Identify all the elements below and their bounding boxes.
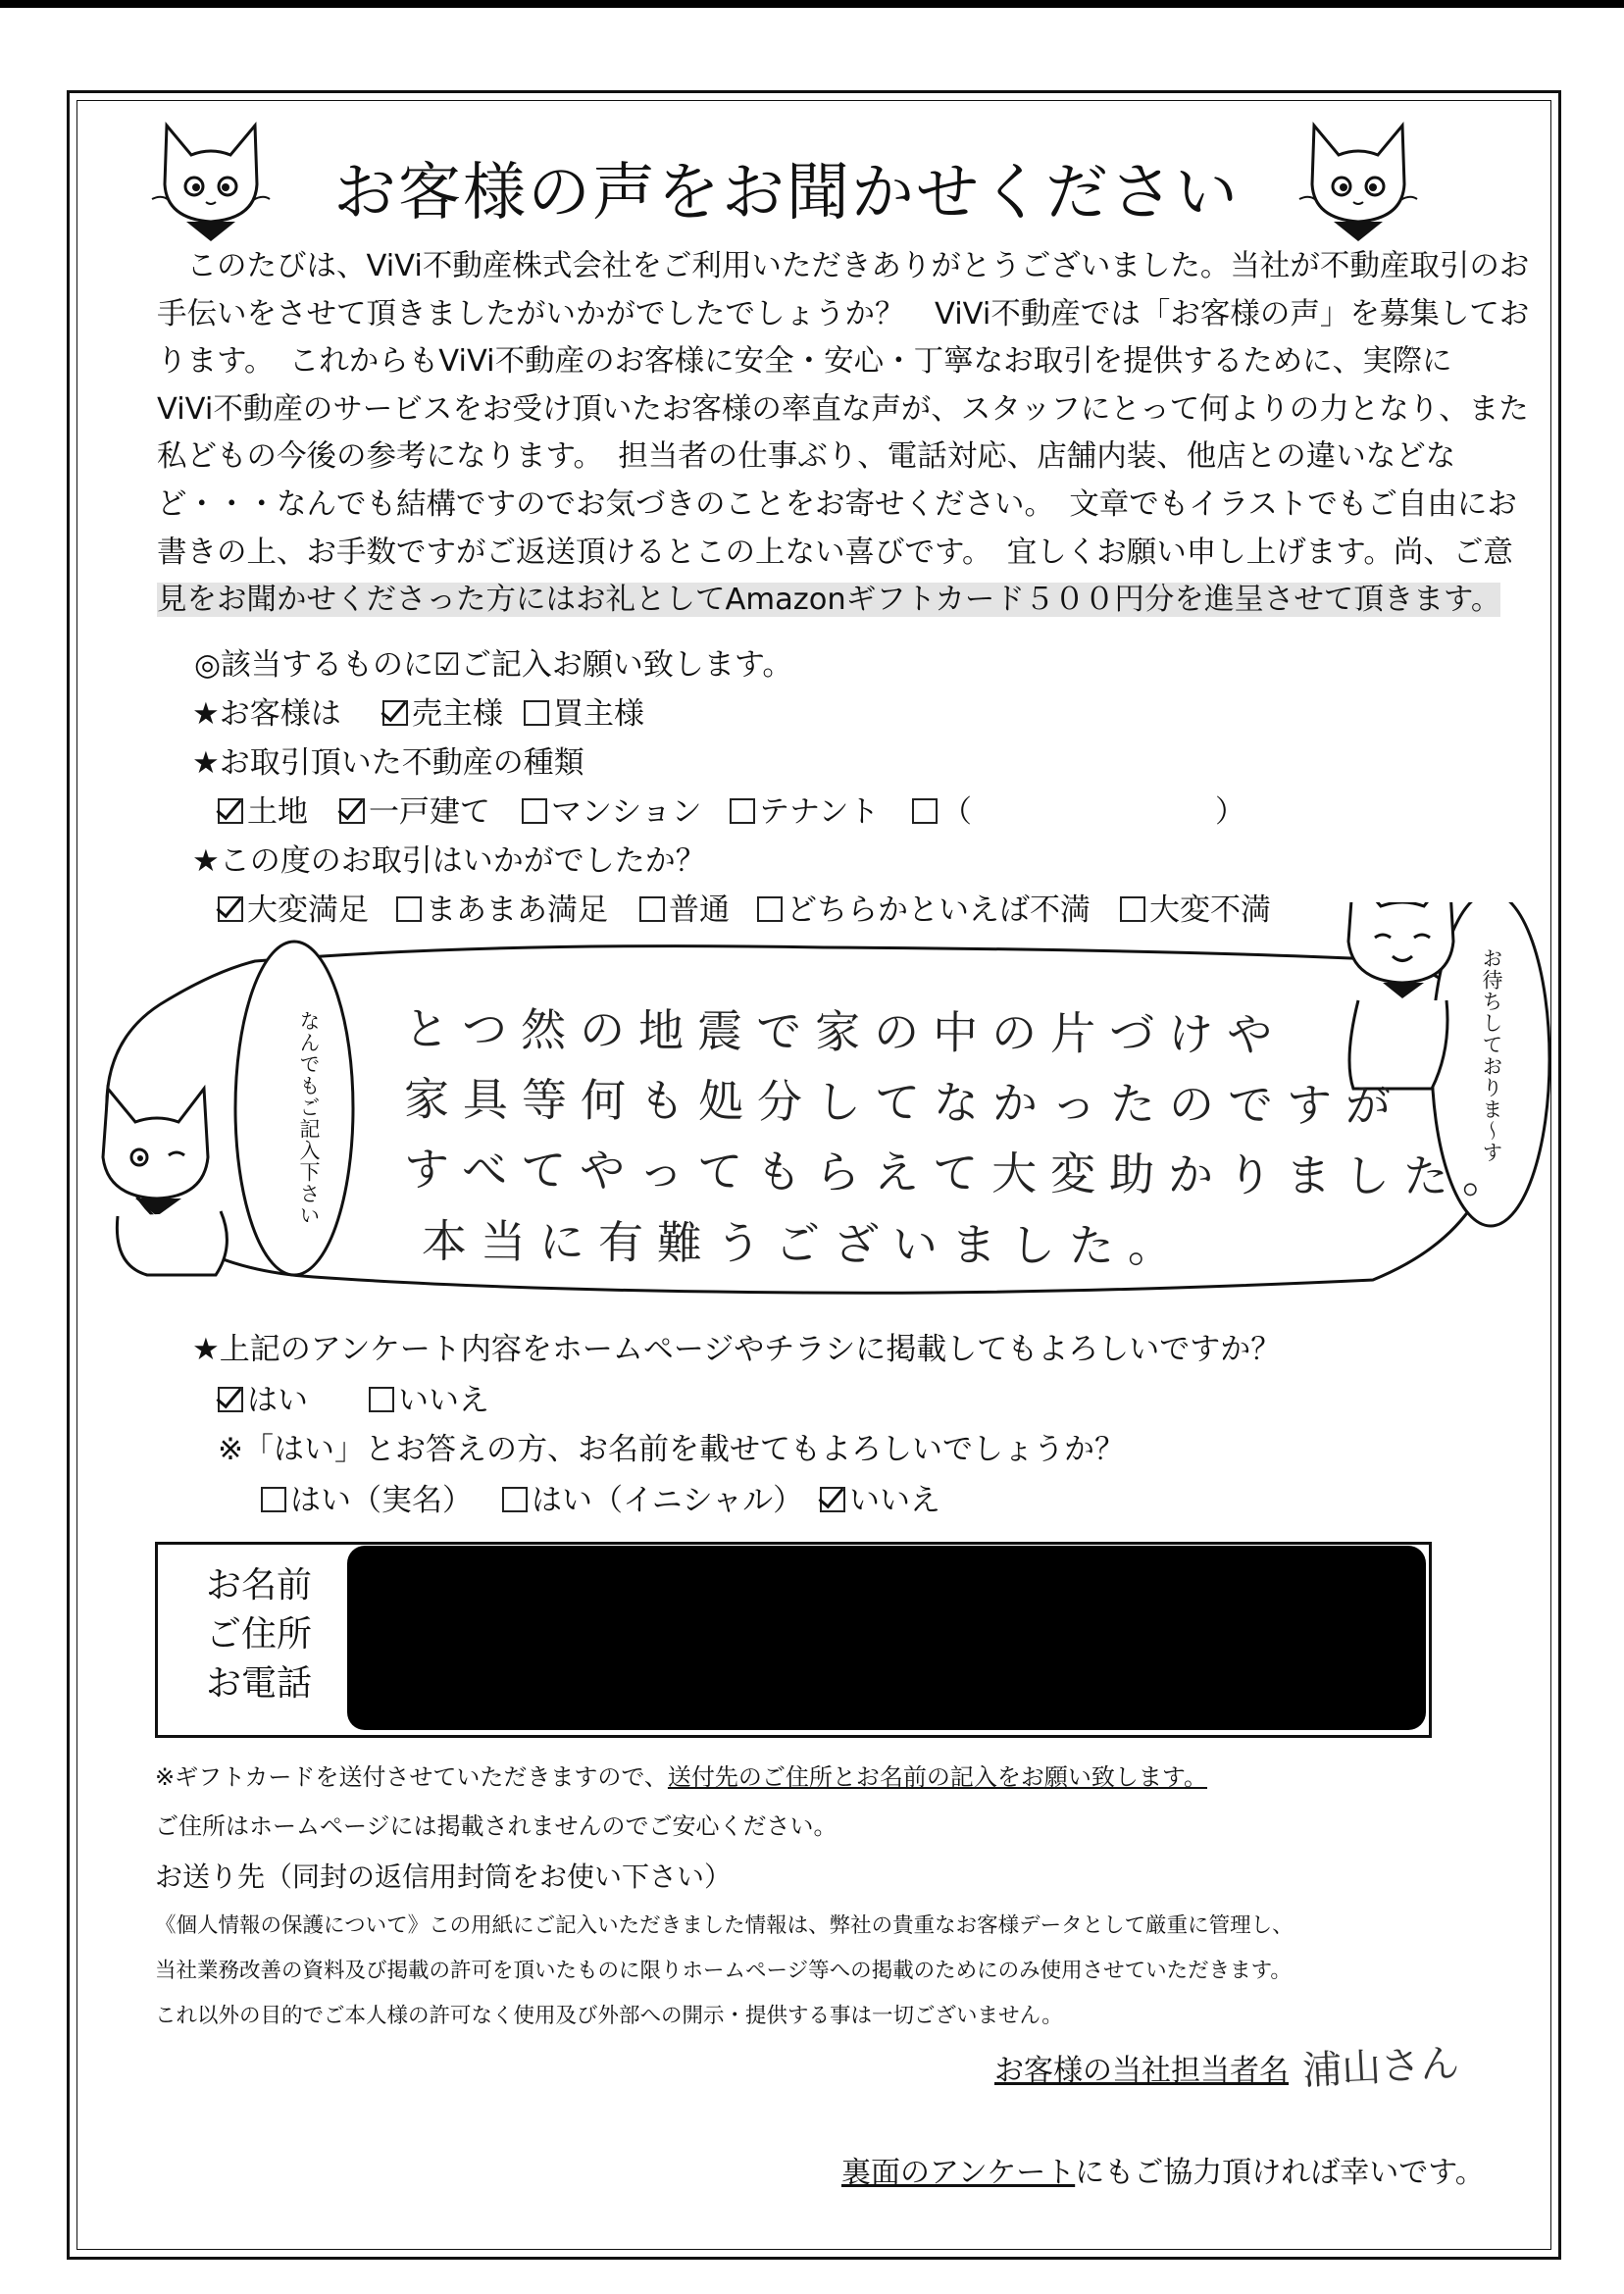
intro-highlight: 見をお聞かせくださった方にはお礼としてAmazonギフトカード５００円分を進呈させて頂きます。 [157, 583, 1501, 618]
q4-option-no[interactable] [369, 1375, 489, 1419]
q2-option-other[interactable] [912, 787, 1245, 831]
option-label: テナント [759, 794, 880, 830]
gift-note-underlined: 送付先のご住所とお名前の記入をお願い致します。 [667, 1763, 1208, 1791]
checkbox-checked[interactable] [218, 1387, 243, 1412]
checkbox[interactable] [524, 700, 549, 726]
handwritten-comment-line: すべてやってもらえて大変助かりました。 [403, 1143, 1522, 1203]
checkbox[interactable] [730, 798, 755, 824]
option-label: はい（実名） [290, 1483, 473, 1518]
checkbox-checked[interactable] [382, 700, 408, 726]
checkbox-checked[interactable] [820, 1487, 845, 1512]
q5-option-no[interactable] [820, 1475, 940, 1519]
q2-option-land[interactable] [218, 787, 308, 831]
q4-label: ★上記のアンケート内容をホームページやチラシに掲載してもよろしいですか？ [192, 1332, 1282, 1367]
footer-underlined: 裏面のアンケート [841, 2156, 1076, 2190]
intro-line: 書きの上、お手数ですがご返送頂けるとこの上ない喜びです。 宜しくお願い申し上げます。尚、ご意 [157, 535, 1513, 570]
bubble-left-text: なんでもご記入下さい [297, 1010, 321, 1226]
redacted-contact-info [347, 1546, 1426, 1730]
footer-text: にもご協力頂ければ幸いです。 [1075, 2156, 1485, 2190]
checkbox[interactable] [912, 798, 938, 824]
staff-label-text: お客様の当社担当者名 [994, 2054, 1289, 2088]
name-label: お名前 [206, 1565, 313, 1606]
checkbox[interactable] [369, 1387, 394, 1412]
privacy-note-1: 《個人情報の保護について》この用紙にご記入いただきました情報は、弊社の貴重なお客様データとして厳重に管理し、 [155, 1913, 1294, 1938]
option-label: いいえ [398, 1383, 489, 1418]
option-label: マンション [551, 794, 702, 830]
privacy-note-3: これ以外の目的でご本人様の許可なく使用及び外部への開示・提供する事は一切ございません。 [155, 2004, 1063, 2028]
checkbox[interactable] [522, 798, 547, 824]
staff-name-handwritten: 浦山さん [1301, 2040, 1461, 2095]
phone-label: お電話 [206, 1663, 313, 1704]
q3-label: ★この度のお取引はいかがでしたか？ [192, 843, 706, 879]
option-label: 買主様 [553, 696, 644, 732]
intro-line: ります。 これからもViVi不動産のお客様に安全・安心・丁寧なお取引を提供するために、実際に [157, 344, 1452, 380]
option-label: まあまあ満足 [426, 892, 608, 928]
handwritten-comment-line: とつ然の地震で家の中の片づけや [403, 1001, 1287, 1062]
q5-option-real-name[interactable] [261, 1475, 473, 1519]
intro-line: ViVi不動産のサービスをお受け頂いたお客様の率直な声が、スタッフにとって何よりの力となり、また [157, 391, 1529, 427]
checkbox[interactable] [502, 1487, 528, 1512]
option-label: 大変不満 [1149, 892, 1271, 928]
handwritten-comment-line: 本当に有難うございました。 [421, 1214, 1188, 1273]
address-label: ご住所 [206, 1614, 313, 1655]
option-label: 普通 [669, 892, 730, 928]
send-to-note: お送り先（同封の返信用封筒をお使い下さい） [155, 1861, 733, 1893]
q2-option-mansion[interactable] [522, 787, 702, 831]
intro-line: 私どもの今後の参考になります。 担当者の仕事ぶり、電話対応、店舗内装、他店との違いなどな [157, 439, 1456, 475]
q5-label: ※「はい」とお答えの方、お名前を載せてもよろしいでしょうか？ [218, 1432, 1125, 1467]
option-label: （ ） [941, 794, 1245, 830]
instruction: ◎該当するものに☑ご記入お願い致します。 [194, 647, 793, 683]
option-label: 土地 [247, 794, 308, 830]
q2-option-house[interactable] [339, 787, 490, 831]
option-label: はい（イニシャル） [532, 1483, 804, 1518]
intro-line: ど・・・なんでも結構ですのでお気づきのことをお寄せください。 文章でもイラストでもご自由にお [157, 486, 1517, 522]
checkbox-checked[interactable] [339, 798, 365, 824]
option-label: 一戸建て [369, 794, 490, 830]
intro-paragraph [157, 243, 1530, 625]
option-label: はい [247, 1383, 308, 1418]
option-label: 売主様 [412, 696, 503, 732]
staff-label [994, 2046, 1289, 2089]
mascot-cat-icon-right [1294, 116, 1422, 243]
q1-label: ★お客様は [192, 696, 341, 732]
intro-line: 手伝いをさせて頂きましたがいかがでしたでしょうか？ ViVi不動産では「お客様の声」を募集してお [157, 296, 1530, 331]
address-note: ご住所はホームページには掲載されませんのでご安心ください。 [155, 1812, 837, 1840]
mascot-cat-icon-left [147, 116, 275, 243]
q2-label: ★お取引頂いた不動産の種類 [192, 745, 584, 781]
option-label: どちらかといえば不満 [787, 892, 1091, 928]
q4-option-yes[interactable] [218, 1375, 308, 1419]
checkbox-checked[interactable] [218, 798, 243, 824]
q5-option-initials[interactable] [502, 1475, 803, 1519]
gift-note [155, 1758, 1207, 1792]
intro-line: このたびは、ViVi不動産株式会社をご利用いただきありがとうございました。当社が不動産取引のお [157, 249, 1530, 283]
option-label: 大変満足 [247, 892, 369, 928]
gift-note-text: ※ギフトカードを送付させていただきますので、 [155, 1763, 668, 1791]
q1-option-buyer[interactable] [524, 688, 644, 733]
q1-option-seller[interactable] [382, 688, 503, 733]
q2-option-tenant[interactable] [730, 787, 879, 831]
bubble-right-text: お待ちしておりま～す [1480, 947, 1503, 1163]
page-top-border [0, 0, 1624, 8]
option-label: いいえ [849, 1483, 940, 1518]
handwritten-comment-line: 家具等何も処分してなかったのですが [403, 1072, 1405, 1133]
checkbox[interactable] [261, 1487, 286, 1512]
privacy-note-2: 当社業務改善の資料及び掲載の許可を頂いたものに限りホームページ等への掲載のためにのみ使用させていただきます。 [155, 1959, 1292, 1983]
footer-note [841, 2148, 1485, 2191]
page-title: お客様の声をお聞かせください [333, 157, 1240, 229]
intro-line [157, 577, 1501, 625]
